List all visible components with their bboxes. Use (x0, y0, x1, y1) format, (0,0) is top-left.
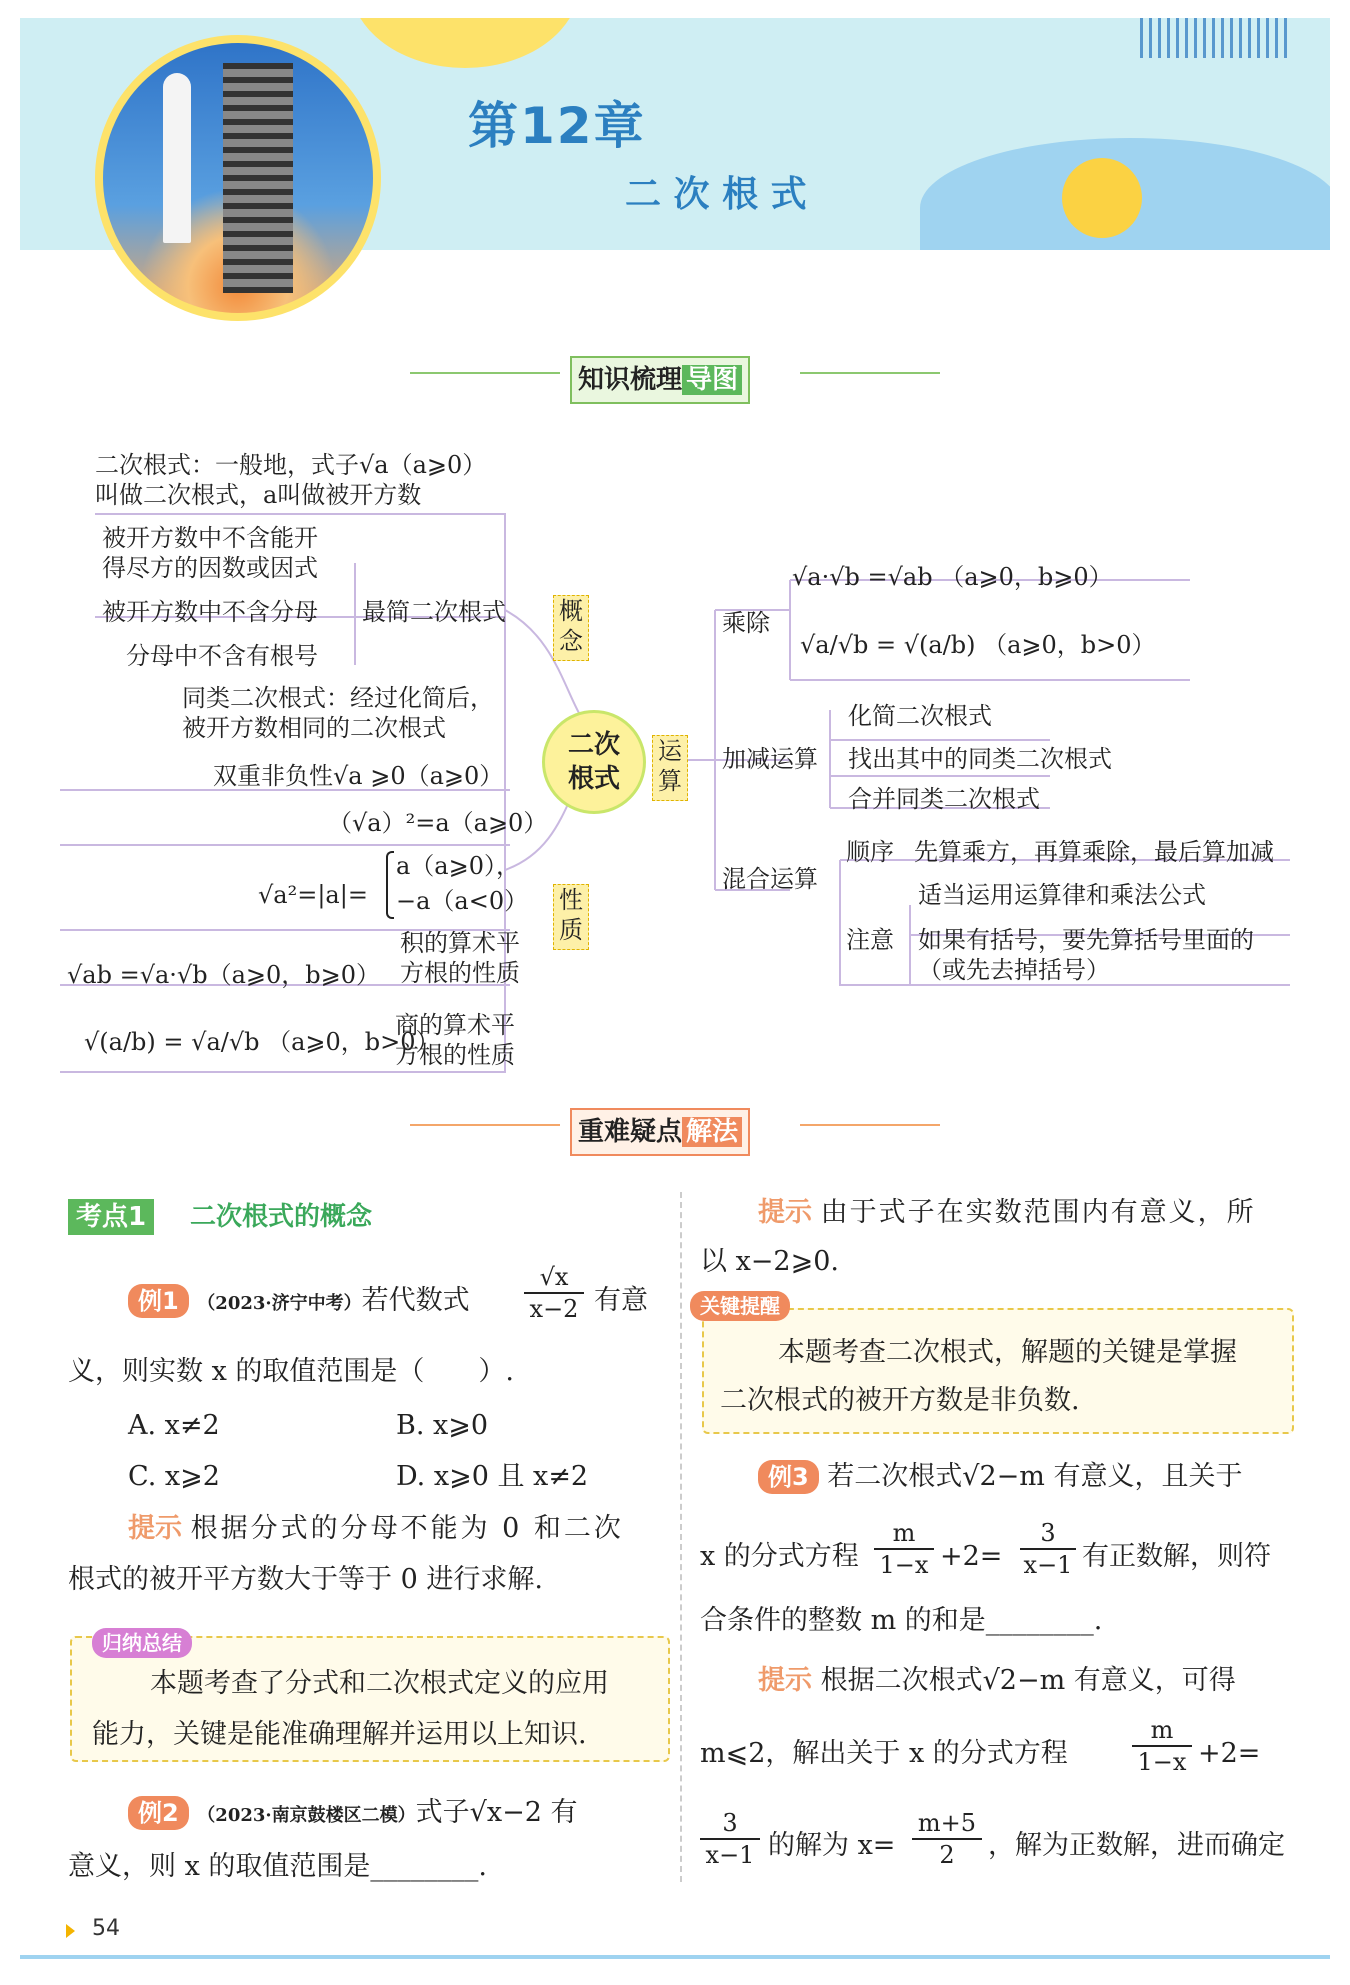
muldiv-label: 乘除 (722, 609, 770, 637)
nonneg-property: 双重非负性√a ⩾0（a⩾0） (213, 762, 504, 790)
simplest-cond-1b: 得尽方的因数或因式 (102, 554, 318, 582)
quotient-rule: √(a/b) = √a/√b （a⩾0，b>0） (84, 1028, 440, 1056)
ex3-hint-frac2-num: 3 (700, 1808, 760, 1840)
kaodian-tag: 考点1 (68, 1199, 154, 1235)
example-1-frac-num: √x (524, 1262, 584, 1294)
product-label-2: 方根的性质 (400, 959, 520, 987)
difficulty-title-line-right (800, 1124, 940, 1126)
abs-property-left: √a²=|a|= (258, 881, 368, 909)
product-rule: √ab =√a·√b（a⩾0，b⩾0） (67, 961, 381, 989)
ex2-hint-text-a: 由于式子在实数范围内有意义，所 (820, 1197, 1256, 1228)
ex2-hint-label: 提示 (758, 1197, 812, 1228)
similar-line-1: 同类二次根式：经过化简后， (182, 684, 494, 712)
order-label: 顺序 (846, 838, 894, 866)
addsub-label: 加减运算 (722, 745, 818, 773)
ex3-hint-fraction-1 (1132, 1715, 1192, 1777)
summary-text-b: 能力，关键是能准确理解并运用以上知识. (92, 1719, 587, 1750)
example-3-text-b1: x 的分式方程 (700, 1541, 859, 1572)
footer-line (20, 1955, 1330, 1959)
note-2b: （或先去掉括号） (918, 956, 1110, 984)
option-b: B. x⩾0 (396, 1410, 489, 1441)
example-3-frac2-num: 3 (1020, 1518, 1076, 1550)
property-label: 性质 (553, 884, 589, 950)
simplest-cond-1a: 被开方数中不含能开 (102, 524, 318, 552)
concept-label: 概念 (553, 595, 589, 661)
mindmap-title-accent: 导图 (682, 365, 742, 395)
example-3-frac1-num: m (874, 1518, 934, 1550)
addsub-step-2: 找出其中的同类二次根式 (848, 745, 1112, 773)
column-divider (680, 1192, 682, 1882)
operation-label: 运算 (652, 735, 688, 801)
example-1-text-c: 义，则实数 x 的取值范围是（ ）. (68, 1356, 514, 1387)
example-3-text-c: 合条件的整数 m 的和是________. (700, 1605, 1103, 1636)
difficulty-title-main: 重难疑点 (578, 1117, 683, 1147)
simplest-cond-3: 分母中不含有根号 (126, 642, 318, 670)
abs-brace (386, 851, 394, 919)
example-3-frac2-den: x−1 (1023, 1551, 1073, 1579)
mixed-label: 混合运算 (722, 865, 818, 893)
div-rule: √a/√b = √(a/b) （a⩾0，b>0） (800, 631, 1156, 659)
kaodian-title: 二次根式的概念 (190, 1202, 373, 1232)
ex3-hint-text-a: 根据二次根式√2−m 有意义，可得 (820, 1665, 1236, 1696)
ex3-hint-label: 提示 (758, 1665, 812, 1696)
ex3-hint-text-c2: ，解为正数解，进而确定 (988, 1830, 1285, 1861)
example-3-fraction-2 (1020, 1518, 1076, 1580)
note-2a: 如果有括号，要先算括号里面的 (918, 926, 1254, 954)
option-d: D. x⩾0 且 x≠2 (396, 1461, 589, 1492)
ex3-hint-fraction-3 (912, 1808, 982, 1870)
example-1-fraction (524, 1262, 584, 1324)
mindmap-center: 二次 根式 (542, 710, 646, 814)
example-1-hint-label: 提示 (128, 1513, 182, 1544)
ex3-hint-frac1-num: m (1132, 1715, 1192, 1747)
quotient-label-2: 方根的性质 (395, 1041, 515, 1069)
ex3-hint-text-b1: m⩽2，解出关于 x 的分式方程 (700, 1738, 1068, 1769)
example-1 (128, 1284, 470, 1321)
ex3-hint-frac3-den: 2 (939, 1841, 955, 1869)
example-3-badge: 例3 (758, 1460, 819, 1494)
ex3-hint-text-b2: +2= (1198, 1738, 1261, 1769)
summary-label: 归纳总结 (92, 1628, 192, 1658)
similar-line-2: 被开方数相同的二次根式 (182, 714, 446, 742)
example-1-text-b: 有意 (594, 1285, 648, 1316)
simplest-label: 最简二次根式 (362, 598, 506, 626)
example-3-line-a (758, 1460, 1243, 1494)
example-1-hint-a (128, 1512, 624, 1546)
key-reminder-text-b: 二次根式的被开方数是非负数. (720, 1385, 1080, 1416)
note-1: 适当运用运算律和乘法公式 (918, 881, 1206, 909)
example-1-badge: 例1 (128, 1284, 189, 1318)
example-1-frac-den: x−2 (529, 1295, 579, 1323)
summary-text-a: 本题考查了分式和二次根式定义的应用 (150, 1668, 609, 1699)
abs-case-2: −a（a<0） (396, 887, 529, 915)
ex2-hint-line-b: 以 x−2⩾0. (700, 1246, 839, 1277)
ex3-hint-line-a (758, 1664, 1236, 1698)
addsub-step-1: 化简二次根式 (848, 702, 992, 730)
option-a: A. x≠2 (128, 1410, 220, 1441)
example-3-text-a: 若二次根式√2−m 有意义，且关于 (827, 1461, 1243, 1492)
abs-case-1: a（a⩾0）， (396, 852, 520, 880)
example-1-hint-text-a: 根据分式的分母不能为 0 和二次 (190, 1513, 624, 1544)
page-marker-icon (66, 1924, 75, 1938)
example-1-text-a: 若代数式 (361, 1285, 470, 1316)
ex3-hint-fraction-2 (700, 1808, 760, 1870)
ex3-hint-frac2-den: x−1 (705, 1841, 755, 1869)
addsub-step-3: 合并同类二次根式 (848, 785, 1040, 813)
example-3-frac1-den: 1−x (879, 1551, 929, 1579)
key-reminder-label: 关键提醒 (690, 1291, 790, 1321)
mul-rule: √a·√b =√ab （a⩾0，b⩾0） (792, 563, 1113, 591)
difficulty-section-title (570, 1108, 750, 1156)
ex3-hint-text-c1: 的解为 x= (768, 1830, 896, 1861)
ex3-hint-frac3-num: m+5 (912, 1808, 982, 1840)
product-label-1: 积的算术平 (400, 929, 520, 957)
order-text: 先算乘方，再算乘除，最后算加减 (914, 838, 1274, 866)
example-2-text-b: 意义，则 x 的取值范围是________. (68, 1851, 487, 1882)
option-c: C. x⩾2 (128, 1461, 220, 1492)
quotient-label-1: 商的算术平 (395, 1011, 515, 1039)
example-1-source: （2023·济宁中考） (197, 1293, 362, 1314)
page-number: 54 (92, 1916, 120, 1941)
difficulty-title-line-left (410, 1124, 560, 1126)
note-label: 注意 (846, 926, 894, 954)
example-2 (128, 1796, 578, 1833)
definition-line-1: 二次根式：一般地，式子√a（a⩾0） (95, 451, 487, 479)
example-3-fraction-1 (874, 1518, 934, 1580)
mindmap-title-main: 知识梳理 (578, 365, 683, 395)
example-2-source: （2023·南京鼓楼区二模） (197, 1805, 416, 1826)
example-2-text-a: 式子√x−2 有 (415, 1797, 578, 1828)
example-2-badge: 例2 (128, 1796, 189, 1830)
chapter-title: 第12章 (468, 97, 646, 155)
example-3-text-b3: 有正数解，则符 (1082, 1541, 1271, 1572)
ex3-hint-frac1-den: 1−x (1137, 1748, 1187, 1776)
simplest-cond-2: 被开方数中不含分母 (102, 598, 318, 626)
ex2-hint-line-a (758, 1196, 1256, 1230)
example-1-hint-b: 根式的被开平方数大于等于 0 进行求解. (68, 1564, 543, 1595)
definition-line-2: 叫做二次根式，a叫做被开方数 (95, 481, 422, 509)
key-reminder-text-a: 本题考查二次根式，解题的关键是掌握 (778, 1337, 1237, 1368)
difficulty-title-accent: 解法 (682, 1117, 742, 1147)
chapter-subtitle: 二 次 根 式 (625, 174, 807, 215)
example-3-text-b2: +2= (940, 1541, 1003, 1572)
square-property: （√a）²=a（a⩾0） (328, 809, 548, 837)
